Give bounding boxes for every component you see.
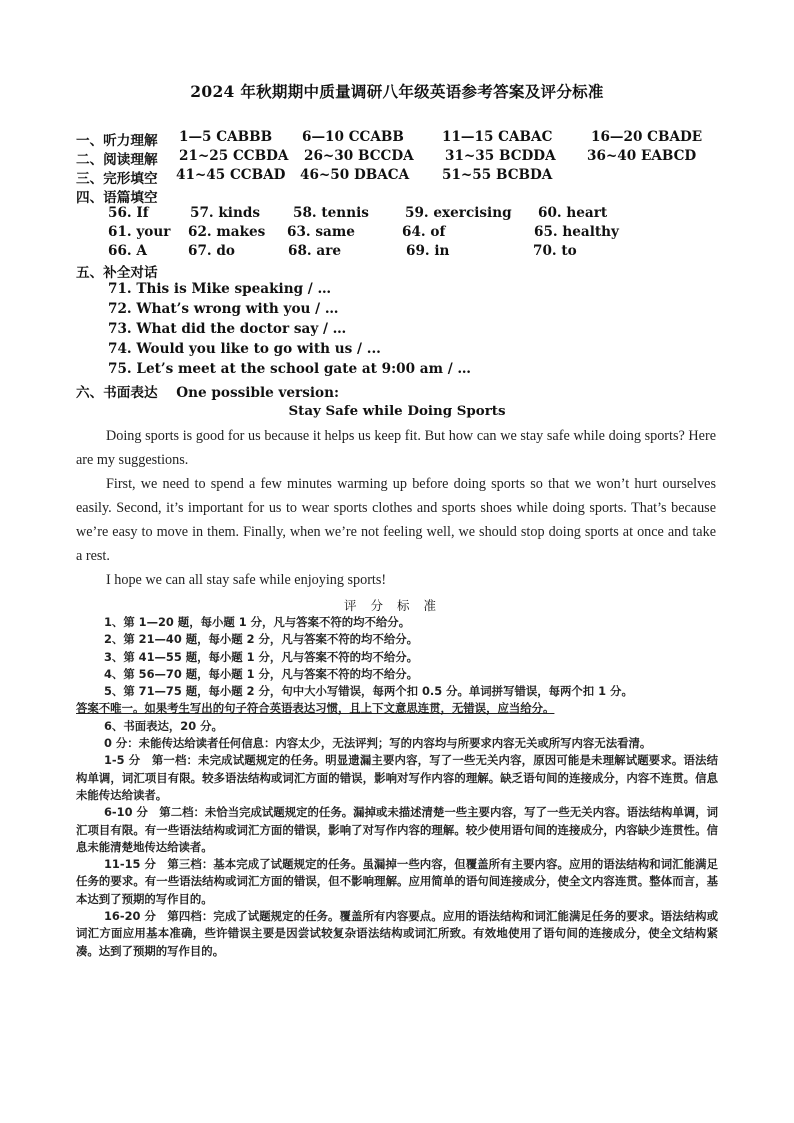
rubric-item: 1、第 1—20 题，每小题 1 分，凡与答案不符的均不给分。: [104, 615, 411, 629]
rubric-grade: 6-10 分 第二档：未恰当完成试题规定的任务。漏掉或未描述清楚一些主要内容，写了一些无关内容。语法结构单调，词汇项目有限。有一些语法结构或词汇方面的错误，影响了对写作内容的理解。较少使用语句间的连接成分，内容缺少连贯性。信息未能清楚地传达给读者。: [76, 805, 718, 854]
answer-group: 31~35 BCDDA: [445, 148, 556, 164]
rubric-item: 6、书面表达，20 分。: [104, 718, 223, 733]
essay-paragraph: First, we need to spend a few minutes warming up before doing sports so that we won’t hurt ourselves easily. Second, it’s important for us to wear sports clothes and sports shoes while doing sports. That’s because we’re easy to move in them. Finally, when we’re not feeling well, we should stop doing sports at once and take a rest.: [76, 476, 716, 564]
rubric-item: 2、第 21—40 题，每小题 2 分，凡与答案不符的均不给分。: [104, 632, 419, 647]
section-label: 六、书面表达: [76, 385, 158, 401]
section-label: 五、补全对话: [76, 265, 158, 281]
writing-section: [76, 381, 339, 401]
essay-paragraph: I hope we can all stay safe while enjoying sports!: [106, 572, 387, 588]
rubric-item: 4、第 56—70 题，每小题 1 分，凡与答案不符的均不给分。: [104, 666, 419, 681]
grammar-fill-section: [76, 186, 158, 206]
grammar-answer: 57. kinds: [190, 205, 261, 221]
grammar-answer: 63. same: [287, 224, 355, 240]
grammar-answer: 68. are: [288, 243, 342, 259]
scoring-rubric: [76, 614, 718, 960]
dialogue-answer: 73. What did the doctor say / …: [108, 321, 347, 337]
rubric-item: 0 分：未能传达给读者任何信息：内容太少，无法评判；写的内容均与所要求内容无关或所写内容无法看清。: [104, 736, 652, 751]
rubric-grade: 1-5 分 第一档：未完成试题规定的任务。明显遗漏主要内容，写了一些无关内容，原因可能是未理解试题要求。语法结构单调，词汇项目有限。较多语法结构或词汇方面的错误，影响对写作内容的理解。缺乏语句间的连接成分，内容不连贯。信息未能传达给读者。: [76, 753, 718, 802]
sample-essay: [76, 424, 716, 592]
dialogue-answer: 71. This is Mike speaking / …: [108, 281, 332, 297]
grammar-answer: 61. your: [108, 224, 171, 240]
rubric-note: 答案不唯一。如果考生写出的句子符合英语表达习惯，且上下文意思连贯，无错误，应当给分。: [76, 701, 555, 716]
dialogue-answer: 75. Let’s meet at the school gate at 9:00 am / …: [108, 361, 472, 377]
page-title: 2024 年秋期期中质量调研八年级英语参考答案及评分标准: [190, 82, 604, 101]
rubric-grade: 11-15 分 第三档：基本完成了试题规定的任务。虽漏掉一些内容，但覆盖所有主要内容。应用的语法结构和词汇能满足任务的要求。有一些语法结构或词汇方面的错误，但不影响理解。应用简单的语句间连接成分，使全文内容连贯。整体而言，基本达到了预期的写作目的。: [76, 857, 718, 906]
dialogue-section: [76, 261, 158, 281]
reading-section: [76, 148, 697, 168]
grammar-answer: 69. in: [406, 243, 450, 259]
answer-group: 21~25 CCBDA: [179, 148, 289, 164]
rubric-item: 3、第 41—55 题，每小题 1 分，凡与答案不符的均不给分。: [104, 649, 419, 664]
grammar-answer: 64. of: [402, 224, 446, 240]
version-label: One possible version:: [176, 385, 339, 401]
grammar-answer: 58. tennis: [293, 205, 369, 221]
answer-group: 1—5 CABBB: [179, 129, 273, 145]
rubric-grade: 16-20 分 第四档：完成了试题规定的任务。覆盖所有内容要点。应用的语法结构和词汇能满足任务的要求。语法结构或词汇方面应用基本准确，些许错误主要是因尝试较复杂语法结构或词汇所致。有效地使用了语句间的连接成分，使全文结构紧凑。达到了预期的写作目的。: [76, 909, 718, 958]
grammar-answer: 56. If: [108, 205, 149, 221]
section-label: 四、语篇填空: [76, 190, 158, 206]
cloze-section: [76, 167, 553, 187]
answer-group: 41~45 CCBAD: [176, 167, 286, 183]
grammar-answer: 65. healthy: [534, 224, 619, 240]
section-label: 三、完形填空: [76, 171, 158, 187]
grammar-answer: 67. do: [188, 243, 235, 259]
answer-group: 51~55 BCBDA: [442, 167, 553, 183]
answer-group: 6—10 CCABB: [302, 129, 404, 145]
grammar-answer: 66. A: [108, 243, 147, 259]
answer-group: 16—20 CBADE: [591, 129, 703, 145]
grammar-answer: 60. heart: [538, 205, 608, 221]
dialogue-answer: 74. Would you like to go with us / ...: [108, 341, 381, 357]
section-label: 二、阅读理解: [76, 152, 158, 168]
rubric-title: 评分标准: [343, 598, 450, 613]
dialogue-answer: 72. What’s wrong with you / …: [108, 301, 339, 317]
rubric-item: 5、第 71—75 题，每小题 2 分，句中大小写错误，每两个扣 0.5 分。单词拼写错误，每两个扣 1 分。: [104, 684, 633, 699]
answer-group: 46~50 DBACA: [300, 167, 410, 183]
essay-paragraph: Doing sports is good for us because it helps us keep fit. But how can we stay safe while doing sports? Here are my suggestions.: [76, 428, 716, 468]
section-label: 一、听力理解: [76, 133, 158, 149]
answer-group: 26~30 BCCDA: [304, 148, 414, 164]
grammar-answer: 59. exercising: [405, 205, 512, 221]
answer-group: 36~40 EABCD: [587, 148, 697, 164]
grammar-answer: 70. to: [533, 243, 577, 259]
essay-title: Stay Safe while Doing Sports: [288, 403, 506, 419]
grammar-answer: 62. makes: [188, 224, 266, 240]
listening-section: [76, 129, 703, 149]
answer-group: 11—15 CABAC: [442, 129, 553, 145]
